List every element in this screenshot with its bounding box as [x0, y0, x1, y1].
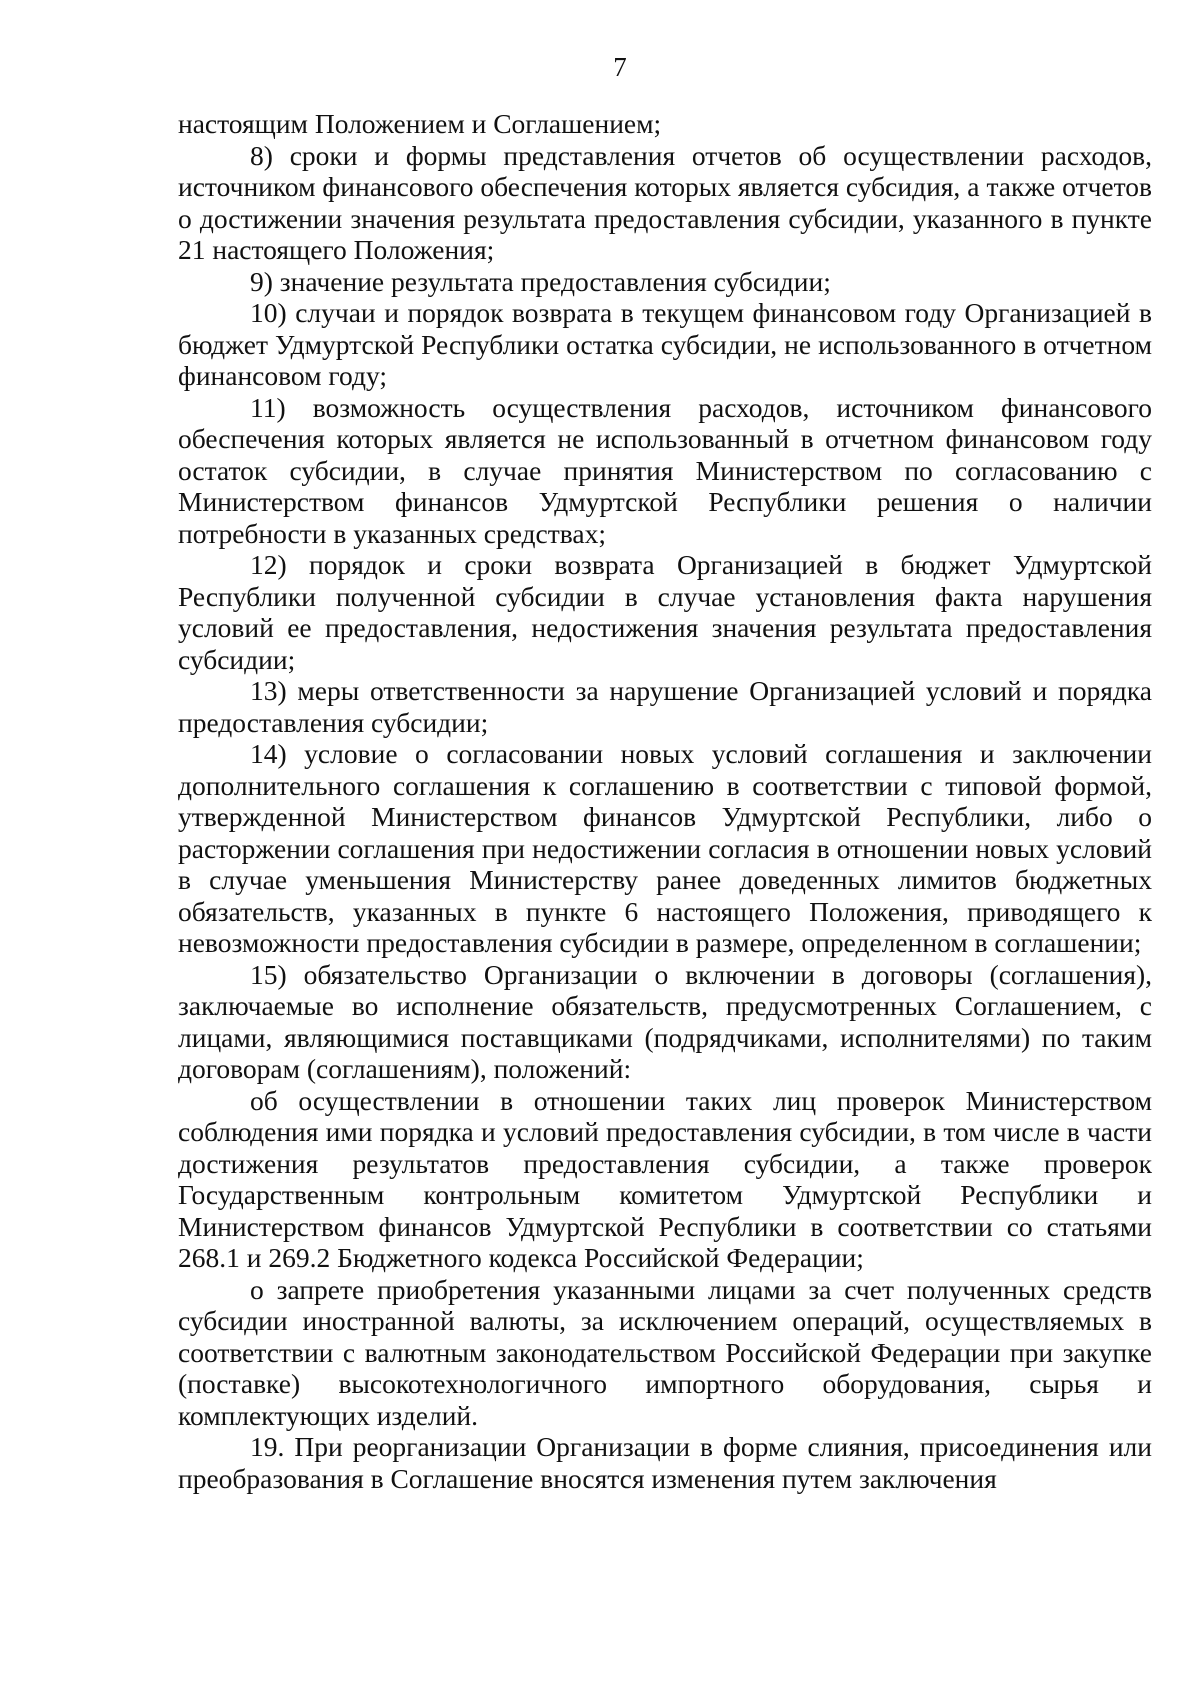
paragraph-item-10: 10) случаи и порядок возврата в текущем финансовом году Организацией в бюджет Удмуртской Республики остатка субсидии, не использованного в отчетном финансовом году;	[178, 297, 1152, 391]
paragraph-item-15: 15) обязательство Организации о включении в договоры (соглашения), заключаемые во исполнение обязательств, предусмотренных Соглашением, с лицами, являющимися поставщиками (подрядчиками, исполнителями) по таким договорам (соглашениям), положений:	[178, 958, 1152, 1084]
paragraph-section-19: 19. При реорганизации Организации в форме слияния, присоединения или преобразования в Соглашение вносятся изменения путем заключения	[178, 1431, 1152, 1494]
page-number: 7	[613, 52, 627, 82]
paragraph-item-12: 12) порядок и сроки возврата Организацией в бюджет Удмуртской Республики полученной субсидии в случае установления факта нарушения условий ее предоставления, недостижения значения результата предоставления субсидии;	[178, 549, 1152, 675]
paragraph-subitem-currency: о запрете приобретения указанными лицами за счет полученных средств субсидии иностранной валюты, за исключением операций, осуществляемых в соответствии с валютным законодательством Российской Федерации при закупке (поставке) высокотехнологичного импортного оборудования, сырья и комплектующих изделий.	[178, 1273, 1152, 1431]
paragraph-item-14: 14) условие о согласовании новых условий соглашения и заключении дополнительного соглашения к соглашению в соответствии с типовой формой, утвержденной Министерством финансов Удмуртской Республики, либо о расторжении соглашения при недостижении согласия в отношении новых условий в случае уменьшения Министерству ранее доведенных лимитов бюджетных обязательств, указанных в пункте 6 настоящего Положения, приводящего к невозможности предоставления субсидии в размере, определенном в соглашении;	[178, 738, 1152, 958]
document-body	[178, 108, 1152, 1494]
paragraph-subitem-inspections: об осуществлении в отношении таких лиц проверок Министерством соблюдения ими порядка и условий предоставления субсидии, в том числе в части достижения результатов предоставления субсидии, а также проверок Государственным контрольным комитетом Удмуртской Республики и Министерством финансов Удмуртской Республики в соответствии со статьями 268.1 и 269.2 Бюджетного кодекса Российской Федерации;	[178, 1084, 1152, 1273]
paragraph-item-8: 8) сроки и формы представления отчетов об осуществлении расходов, источником финансового обеспечения которых является субсидия, а также отчетов о достижении значения результата предоставления субсидии, указанного в пункте 21 настоящего Положения;	[178, 139, 1152, 265]
paragraph-item-13: 13) меры ответственности за нарушение Организацией условий и порядка предоставления субсидии;	[178, 675, 1152, 738]
paragraph-continuation: настоящим Положением и Соглашением;	[178, 108, 662, 139]
paragraph-item-9: 9) значение результата предоставления субсидии;	[250, 265, 831, 297]
paragraph-item-11: 11) возможность осуществления расходов, источником финансового обеспечения которых является не использованный в отчетном финансовом году остаток субсидии, в случае принятия Министерством по согласованию с Министерством финансов Удмуртской Республики решения о наличии потребности в указанных средствах;	[178, 391, 1152, 549]
